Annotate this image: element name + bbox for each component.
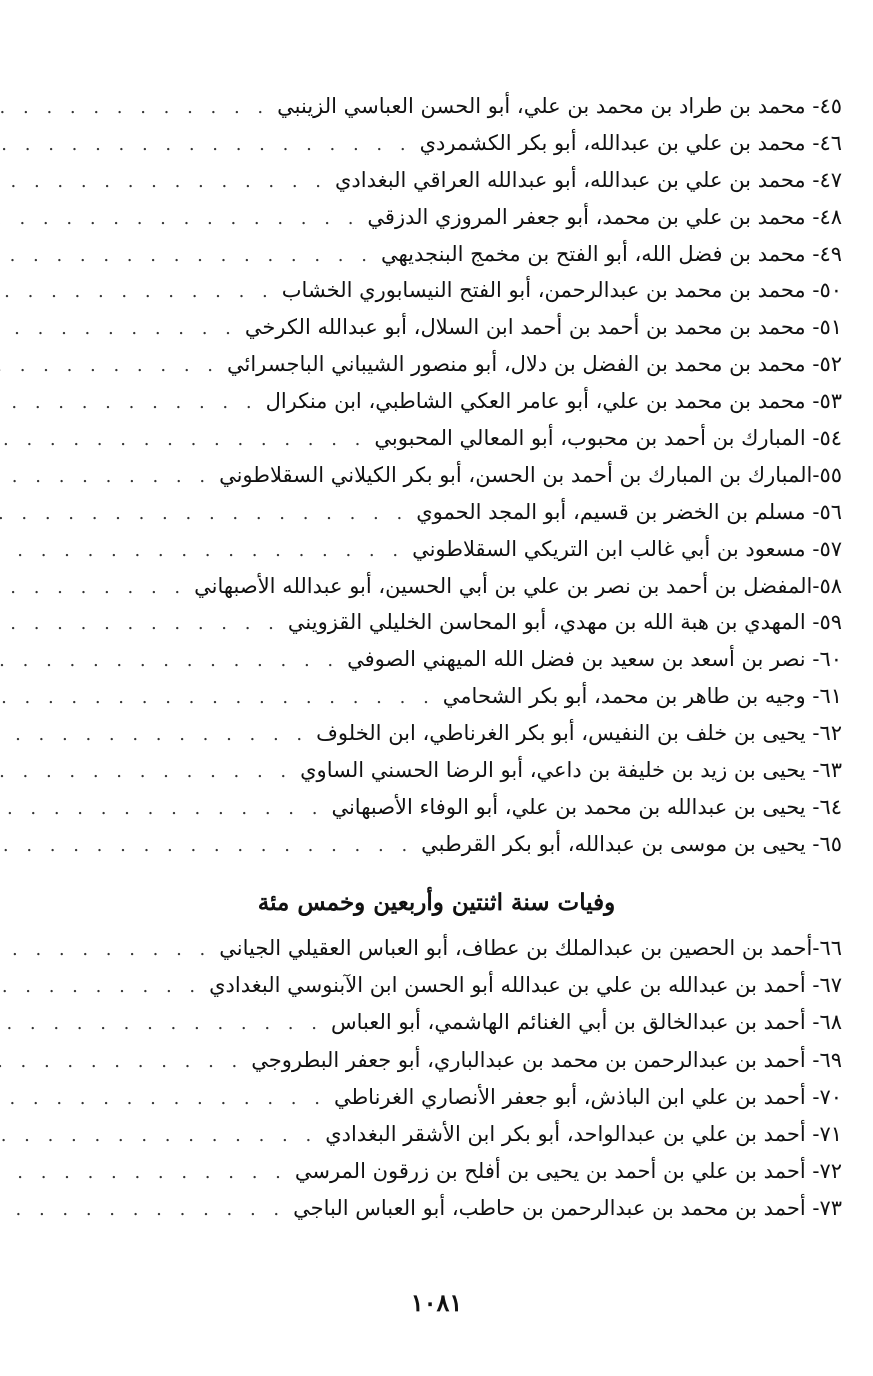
- dot-leader: [0, 238, 381, 275]
- dot-leader: [0, 680, 443, 717]
- toc-entry: [92, 967, 842, 1004]
- toc-entry: [92, 494, 842, 531]
- entry-title: ٥٧- مسعود بن أبي غالب ابن التريكي السقلاطوني: [412, 536, 842, 561]
- dot-leader: [0, 1191, 293, 1228]
- dot-leader: [0, 90, 277, 127]
- dot-leader: [0, 533, 412, 570]
- section-heading: وفيات سنة اثنتين وأربعين وخمس مئة: [257, 889, 616, 916]
- entry-title: ٤٦- محمد بن علي بن عبدالله، أبو بكر الكشمردي: [419, 130, 842, 155]
- entry-title: ٦٧- أحمد بن عبدالله بن علي بن عبدالله أبو الحسن ابن الآبنوسي البغدادي: [209, 973, 842, 998]
- toc-entry: [92, 1079, 842, 1116]
- entry-title: ٥٥-المبارك بن المبارك بن أحمد بن الحسن، أبو بكر الكيلاني السقلاطوني: [219, 462, 842, 487]
- toc-entry: [92, 88, 842, 125]
- dot-leader: [0, 422, 374, 459]
- toc-entry: [92, 346, 842, 383]
- dot-leader: [0, 1154, 295, 1191]
- entry-title: ٤٩- محمد بن فضل الله، أبو الفتح بن مخمج البنجديهي: [380, 241, 842, 266]
- entry-title: ٧٠- أحمد بن علي ابن الباذش، أبو جعفر الأنصاري الغرناطي: [333, 1084, 842, 1109]
- toc-entry: [92, 125, 842, 162]
- entry-title: ٦٠- نصر بن أسعد بن سعيد بن فضل الله الميهني الصوفي: [347, 647, 842, 672]
- contents-list-part2: [92, 930, 842, 1228]
- toc-entry: [92, 1004, 842, 1041]
- toc-entry: [92, 457, 842, 494]
- entry-title: ٤٥- محمد بن طراد بن محمد بن علي، أبو الحسن العباسي الزينبي: [277, 94, 842, 118]
- entry-title: ٧٣- أحمد بن محمد بن عبدالرحمن بن حاطب، أبو العباس الباجي: [293, 1196, 842, 1221]
- dot-leader: [0, 385, 266, 422]
- page-number: ١٠٨١: [410, 1288, 463, 1317]
- entry-title: ٦٣- يحيى بن زيد بن خليفة بن داعي، أبو الرضا الحسني الساوي: [300, 758, 842, 783]
- toc-entry: [92, 752, 842, 789]
- dot-leader: [0, 201, 367, 238]
- entry-title: ٧٢- أحمد بن علي بن أحمد بن يحيى بن أفلح بن زرقون المرسي: [294, 1159, 842, 1184]
- entry-title: ٦٦-أحمد بن الحصين بن عبدالملك بن عطاف، أبو العباس العقيلي الجياني: [219, 936, 842, 960]
- dot-leader: [0, 459, 219, 496]
- entry-title: ٦٨- أحمد بن عبدالخالق بن أبي الغنائم الهاشمي، أبو العباس: [330, 1010, 842, 1035]
- toc-entry: [92, 715, 842, 752]
- toc-entry: [92, 1190, 842, 1227]
- contents-list-part1: [92, 88, 842, 863]
- entry-title: ٥٨-المفضل بن أحمد بن نصر بن علي بن أبي الحسين، أبو عبدالله الأصبهاني: [194, 573, 842, 598]
- entry-title: ٤٨- محمد بن علي بن محمد، أبو جعفر المروزي الدزقي: [367, 204, 842, 229]
- toc-entry: [92, 1116, 842, 1153]
- dot-leader: [0, 606, 288, 643]
- entry-title: ٦١- وجيه بن طاهر بن محمد، أبو بكر الشحامي: [442, 684, 842, 709]
- dot-leader: [0, 968, 209, 1005]
- dot-leader: [0, 1043, 251, 1080]
- dot-leader: [0, 717, 316, 754]
- toc-entry: [92, 420, 842, 457]
- entry-title: ٥٣- محمد بن محمد بن علي، أبو عامر العكي الشاطبي، ابن منكرال: [265, 389, 842, 414]
- dot-leader: [0, 274, 282, 311]
- toc-entry: [92, 162, 842, 199]
- toc-entry: [92, 826, 842, 863]
- entry-title: ٦٤- يحيى بن عبدالله بن محمد بن علي، أبو الوفاء الأصبهاني: [331, 794, 842, 819]
- toc-entry: [92, 789, 842, 826]
- dot-leader: [0, 311, 245, 348]
- toc-entry: [92, 930, 842, 967]
- dot-leader: [0, 164, 335, 201]
- dot-leader: [0, 127, 420, 164]
- dot-leader: [0, 1117, 325, 1154]
- toc-entry: [92, 641, 842, 678]
- dot-leader: [0, 1005, 331, 1042]
- entry-title: ٥٩- المهدي بن هبة الله بن مهدي، أبو المحاسن الخليلي القزويني: [287, 610, 842, 635]
- toc-entry: [92, 272, 842, 309]
- toc-entry: [92, 568, 842, 605]
- toc-entry: [92, 604, 842, 641]
- entry-title: ٥٤- المبارك بن أحمد بن محبوب، أبو المعالي المحبوبي: [374, 426, 842, 451]
- entry-title: ٥٢- محمد بن محمد بن الفضل بن دلال، أبو منصور الشيباني الباجسرائي: [226, 352, 842, 377]
- dot-leader: [0, 791, 331, 828]
- dot-leader: [0, 1080, 334, 1117]
- entry-title: ٧١- أحمد بن علي بن عبدالواحد، أبو بكر ابن الأشقر البغدادي: [325, 1121, 842, 1146]
- entry-title: ٤٧- محمد بن علي بن عبدالله، أبو عبدالله العراقي البغدادي: [335, 167, 842, 192]
- toc-entry: [92, 1153, 842, 1190]
- toc-entry: [92, 1042, 842, 1079]
- entry-title: ٦٩- أحمد بن عبدالرحمن بن محمد بن عبدالباري، أبو جعفر البطروجي: [251, 1047, 842, 1072]
- entry-title: ٦٥- يحيى بن موسى بن عبدالله، أبو بكر القرطبي: [421, 831, 842, 856]
- toc-entry: [92, 531, 842, 568]
- dot-leader: [0, 643, 347, 680]
- entry-title: ٥٠- محمد بن محمد بن عبدالرحمن، أبو الفتح النيسابوري الخشاب: [281, 278, 842, 303]
- dot-leader: [0, 931, 219, 968]
- entry-title: ٦٢- يحيى بن خلف بن النفيس، أبو بكر الغرناطي، ابن الخلوف: [316, 721, 842, 746]
- dot-leader: [0, 828, 421, 865]
- dot-leader: [0, 496, 416, 533]
- toc-entry: [92, 678, 842, 715]
- toc-entry: [92, 199, 842, 236]
- dot-leader: [0, 348, 227, 385]
- toc-entry: [92, 236, 842, 273]
- dot-leader: [0, 754, 300, 791]
- toc-entry: [92, 309, 842, 346]
- dot-leader: [0, 570, 194, 607]
- entry-title: ٥٦- مسلم بن الخضر بن قسيم، أبو المجد الحموي: [416, 499, 842, 524]
- entry-title: ٥١- محمد بن محمد بن أحمد بن أحمد ابن السلال، أبو عبدالله الكرخي: [244, 315, 842, 340]
- toc-entry: [92, 383, 842, 420]
